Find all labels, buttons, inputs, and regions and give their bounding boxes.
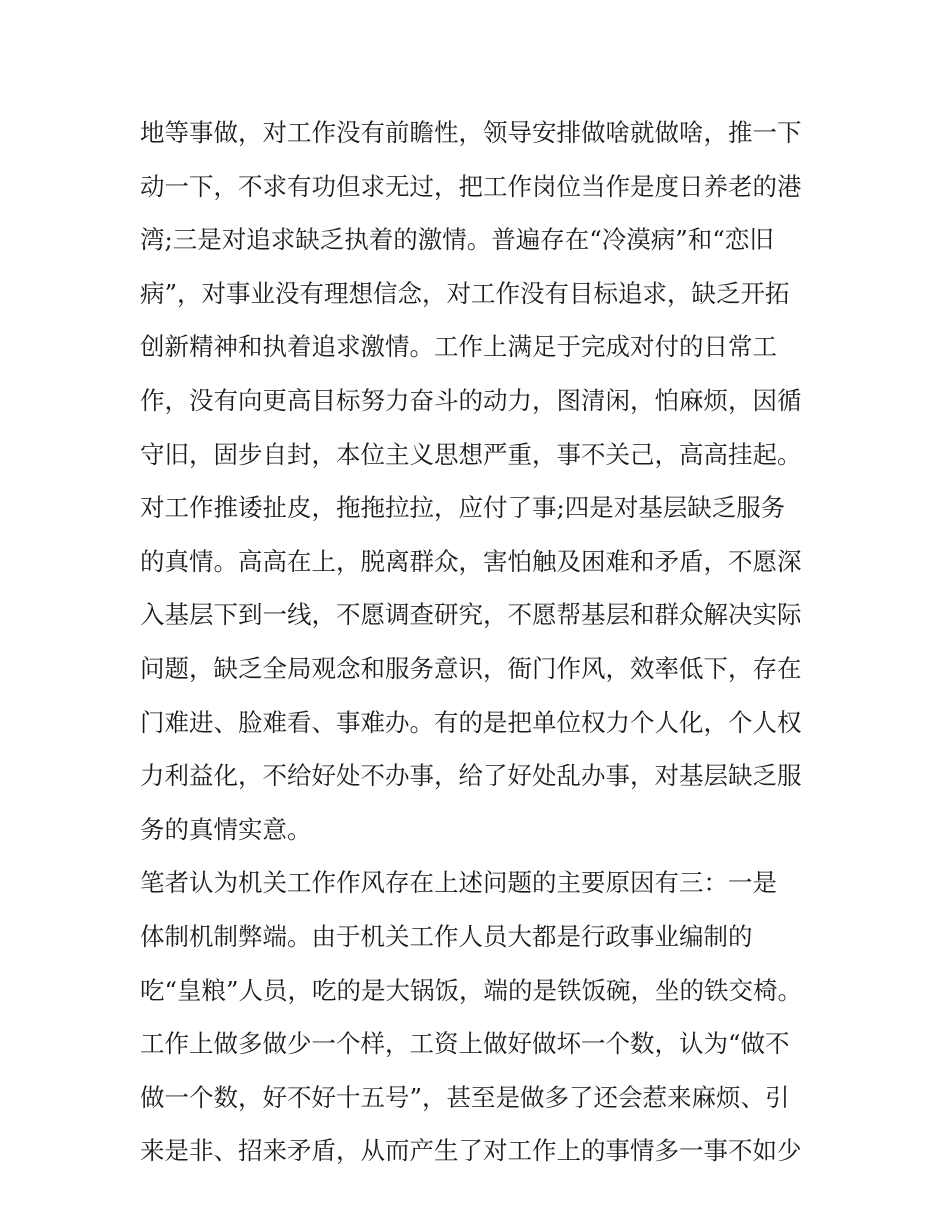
text-line: 来是非、招来矛盾，从而产生了对工作上的事情多一事不如少: [140, 1136, 802, 1166]
text-line: 体制机制弊端。由于机关工作人员大都是行政事业编制的: [140, 921, 753, 951]
text-line: 作，没有向更高目标努力奋斗的动力，图清闲，怕麻烦，因循: [140, 385, 802, 415]
text-line: 动一下，不求有功但求无过，把工作岗位当作是度日养老的港: [140, 171, 802, 201]
text-line: 创新精神和执着追求激情。工作上满足于完成对付的日常工: [140, 332, 777, 362]
text-line: 做一个数，好不好十五号”，甚至是做多了还会惹来麻烦、引: [140, 1082, 790, 1112]
text-line: 门难进、脸难看、事难办。有的是把单位权力个人化，个人权: [140, 707, 802, 737]
text-line: 病”，对事业没有理想信念，对工作没有目标追求，缺乏开拓: [140, 278, 790, 308]
text-line: 务的真情实意。: [140, 814, 312, 844]
text-line: 笔者认为机关工作作风存在上述问题的主要原因有三：一是: [140, 868, 777, 898]
text-line: 吃“皇粮”人员，吃的是大锅饭，端的是铁饭碗，坐的铁交椅。: [140, 975, 803, 1005]
text-line: 的真情。高高在上，脱离群众，害怕触及困难和矛盾，不愿深: [140, 546, 802, 576]
text-line: 对工作推诿扯皮，拖拖拉拉，应付了事;四是对基层缺乏服务: [140, 493, 786, 523]
text-line: 工作上做多做少一个样，工资上做好做坏一个数，认为“做不: [140, 1029, 790, 1059]
text-line: 入基层下到一线，不愿调查研究，不愿帮基层和群众解决实际: [140, 600, 802, 630]
document-body: [140, 106, 820, 1178]
text-line: 湾;三是对追求缺乏执着的激情。普遍存在“冷漠病”和“恋旧: [140, 225, 774, 255]
text-line: 守旧，固步自封，本位主义思想严重，事不关己，高高挂起。: [140, 439, 802, 469]
text-line: 地等事做，对工作没有前瞻性，领导安排做啥就做啥，推一下: [140, 118, 802, 147]
text-line: 问题，缺乏全局观念和服务意识，衙门作风，效率低下，存在: [140, 653, 802, 683]
text-line: 力利益化，不给好处不办事，给了好处乱办事，对基层缺乏服: [140, 761, 802, 791]
